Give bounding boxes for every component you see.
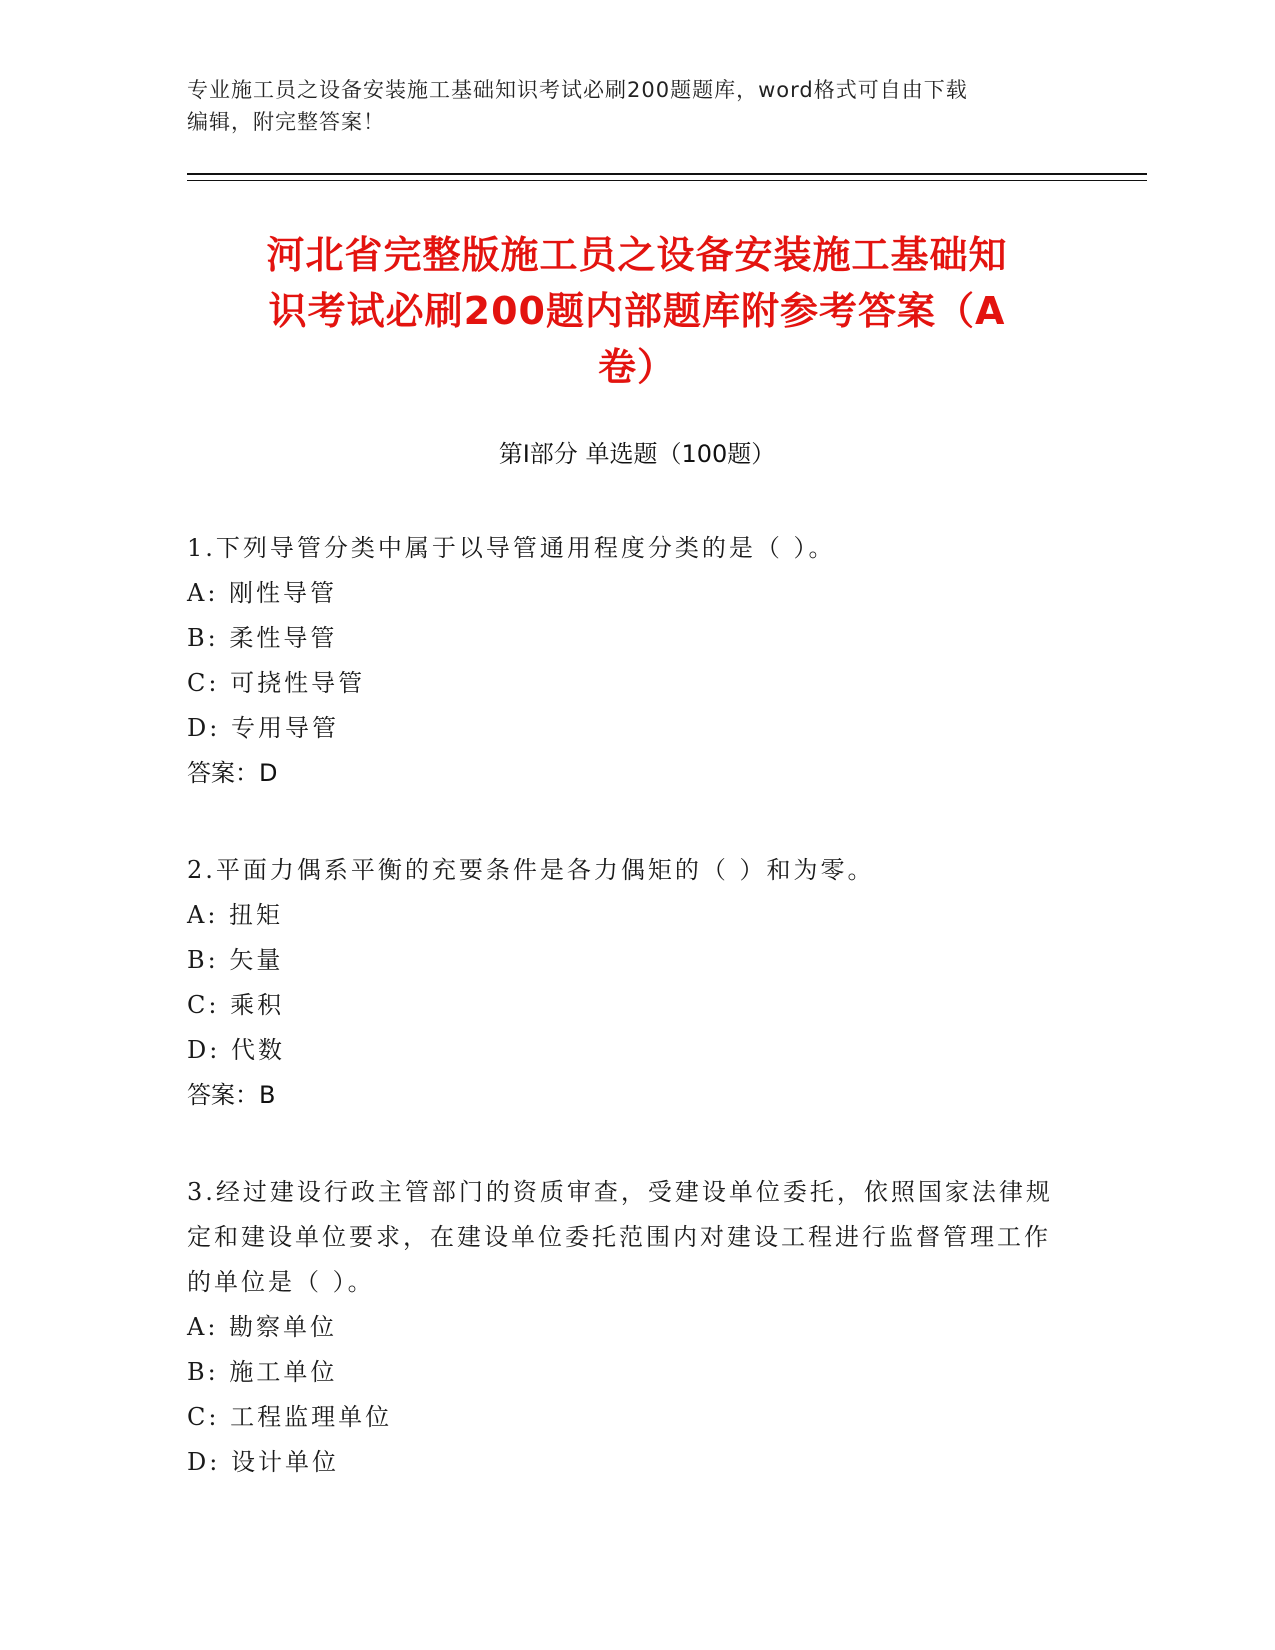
document-title-line-1: 河北省完整版施工员之设备安装施工基础知 <box>266 233 1008 277</box>
document-title <box>187 227 1087 395</box>
question-1 <box>187 526 1067 796</box>
option-b: B: 柔性导管 <box>187 624 338 652</box>
answer: 答案：B <box>187 1081 276 1109</box>
document-title-line-2: 识考试必刷200题内部题库附参考答案（A <box>268 289 1006 333</box>
header-note-line-1: 专业施工员之设备安装施工基础知识考试必刷200题题库，word格式可自由下载 <box>187 78 968 102</box>
option-c: C: 可挠性导管 <box>187 669 366 697</box>
option-c: C: 工程监理单位 <box>187 1403 393 1431</box>
question-2 <box>187 848 1067 1118</box>
header-note-line-2: 编辑，附完整答案！ <box>187 110 385 134</box>
option-d: D: 代数 <box>187 1036 285 1064</box>
option-a: A: 扭矩 <box>187 901 284 929</box>
question-list <box>187 526 1067 1537</box>
option-a: A: 勘察单位 <box>187 1313 338 1341</box>
header-divider-thin <box>187 180 1147 181</box>
question-3 <box>187 1170 1067 1485</box>
option-a: A: 刚性导管 <box>187 579 338 607</box>
section-title: 第Ⅰ部分 单选题（100题） <box>498 440 776 468</box>
question-stem: 1.下列导管分类中属于以导管通用程度分类的是（ ）。 <box>187 534 836 562</box>
option-d: D: 设计单位 <box>187 1448 339 1476</box>
option-b: B: 矢量 <box>187 946 284 974</box>
header-divider-thick <box>187 173 1147 175</box>
document-title-line-3: 卷） <box>597 345 676 389</box>
option-c: C: 乘积 <box>187 991 285 1019</box>
question-stem: 3.经过建设行政主管部门的资质审查，受建设单位委托，依照国家法律规定和建设单位要求，在建设单位委托范围内对建设工程进行监督管理工作的单位是（ ）。 <box>187 1178 1053 1296</box>
option-b: B: 施工单位 <box>187 1358 338 1386</box>
question-stem: 2.平面力偶系平衡的充要条件是各力偶矩的（ ）和为零。 <box>187 856 875 884</box>
option-d: D: 专用导管 <box>187 714 339 742</box>
answer: 答案：D <box>187 759 278 787</box>
header-note <box>187 74 1087 138</box>
